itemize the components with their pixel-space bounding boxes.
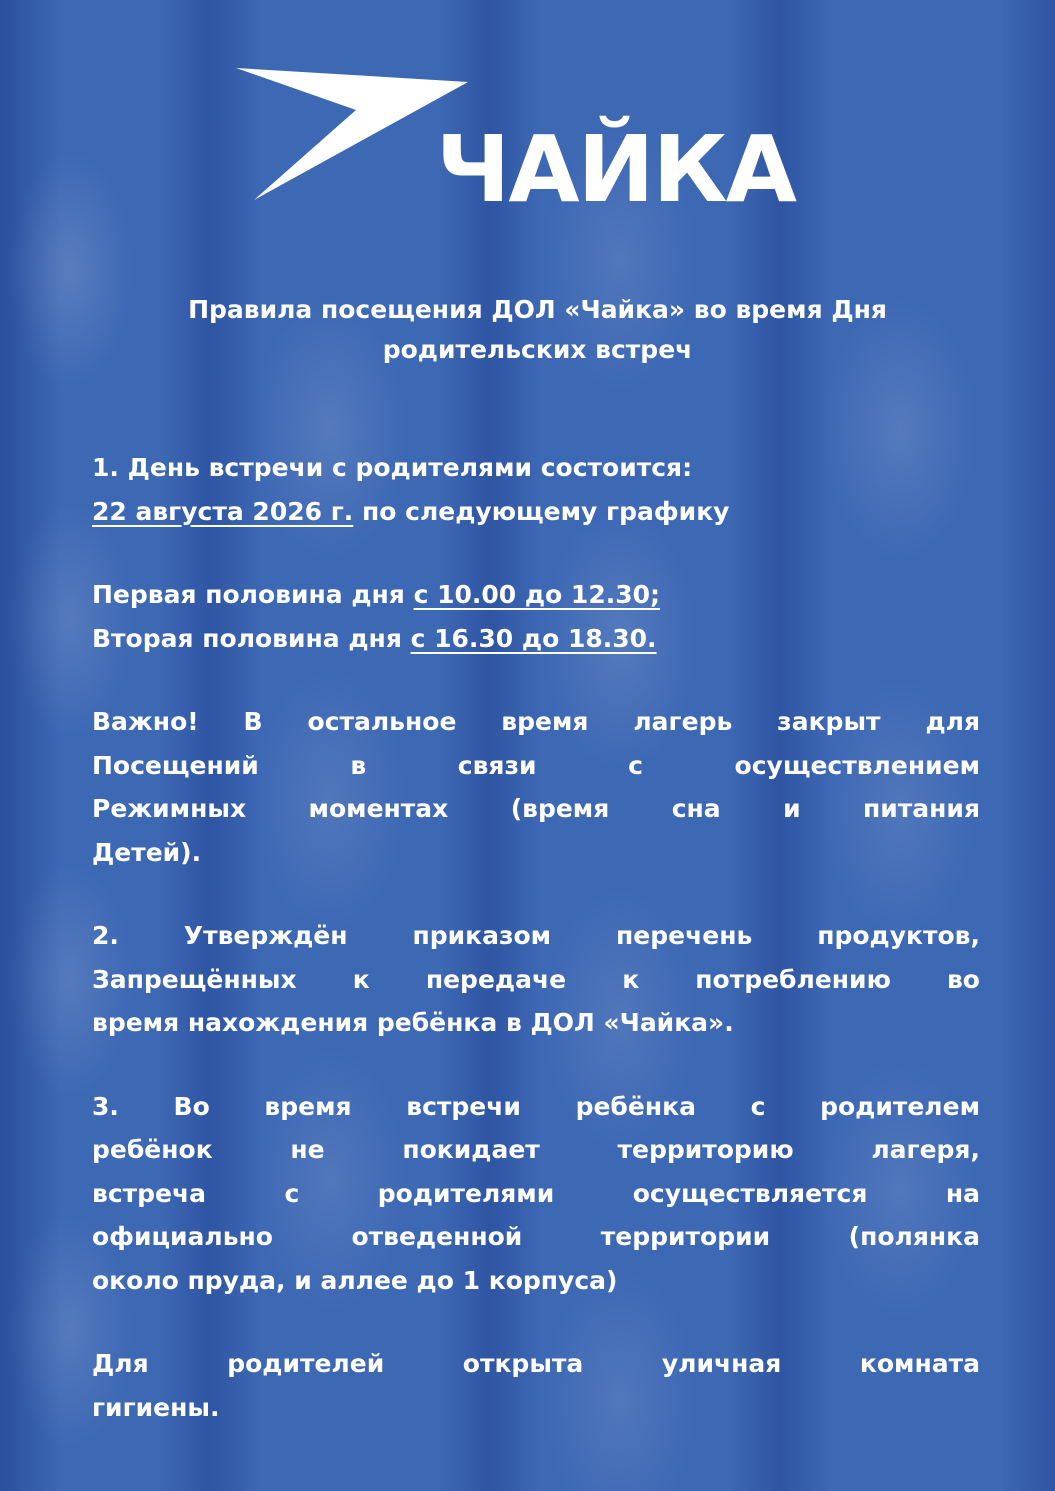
section-2-line-3: время нахождения ребёнка в ДОЛ «Чайка».: [92, 1008, 734, 1037]
hygiene-line-1: Для родителей открыта уличная комната: [92, 1349, 980, 1378]
schedule-first: [92, 573, 980, 617]
page-title: [90, 290, 985, 370]
schedule: [92, 573, 980, 660]
section-2-line-2: Запрещённых к передаче к потреблению во: [92, 964, 980, 994]
schedule-first-label: Первая половина дня: [92, 580, 414, 609]
title-line-1: Правила посещения ДОЛ «Чайка» во время Дня: [188, 295, 887, 324]
rules-content: [92, 446, 980, 1429]
section-3-line-2: ребёнок не покидает территорию лагеря,: [92, 1135, 980, 1164]
section-3-line-5: около пруда, и аллее до 1 корпуса): [92, 1265, 618, 1295]
section-2-line-1: 2. Утверждён приказом перечень продуктов,: [92, 921, 980, 950]
important-line-2: Посещений в связи с осуществлением: [92, 750, 980, 780]
hygiene-line-2: гигиены.: [92, 1392, 220, 1422]
section-3-line-4: официально отведенной территории (полянка: [92, 1222, 980, 1251]
important-note: [92, 700, 980, 874]
important-line-4: Детей).: [92, 837, 202, 867]
schedule-second: [92, 617, 980, 661]
logo-text: ЧАЙКА: [436, 116, 795, 223]
section-1-line-2: [92, 490, 980, 534]
meeting-date-suffix: по следующему графику: [353, 496, 730, 526]
section-2: [92, 914, 980, 1045]
schedule-second-time: с 16.30 до 18.30.: [410, 623, 657, 653]
important-line-1: Важно! В остальное время лагерь закрыт для: [92, 707, 980, 736]
important-line-3: Режимных моментах (время сна и питания: [92, 794, 980, 823]
meeting-date: 22 августа 2026 г.: [92, 496, 354, 526]
section-1: [92, 446, 980, 533]
title-line-2: родительских встреч: [382, 335, 693, 364]
section-3-line-1: 3. Во время встречи ребёнка с родителем: [92, 1091, 980, 1121]
hygiene-note: [92, 1342, 980, 1429]
logo: [236, 60, 836, 223]
schedule-second-label: Вторая половина дня: [92, 623, 411, 653]
schedule-first-time: с 10.00 до 12.30;: [413, 580, 661, 609]
section-1-line-1: 1. День встречи с родителями состоится:: [92, 453, 693, 482]
section-3-line-3: встреча с родителями осуществляется на: [92, 1178, 980, 1208]
section-3: [92, 1085, 980, 1303]
